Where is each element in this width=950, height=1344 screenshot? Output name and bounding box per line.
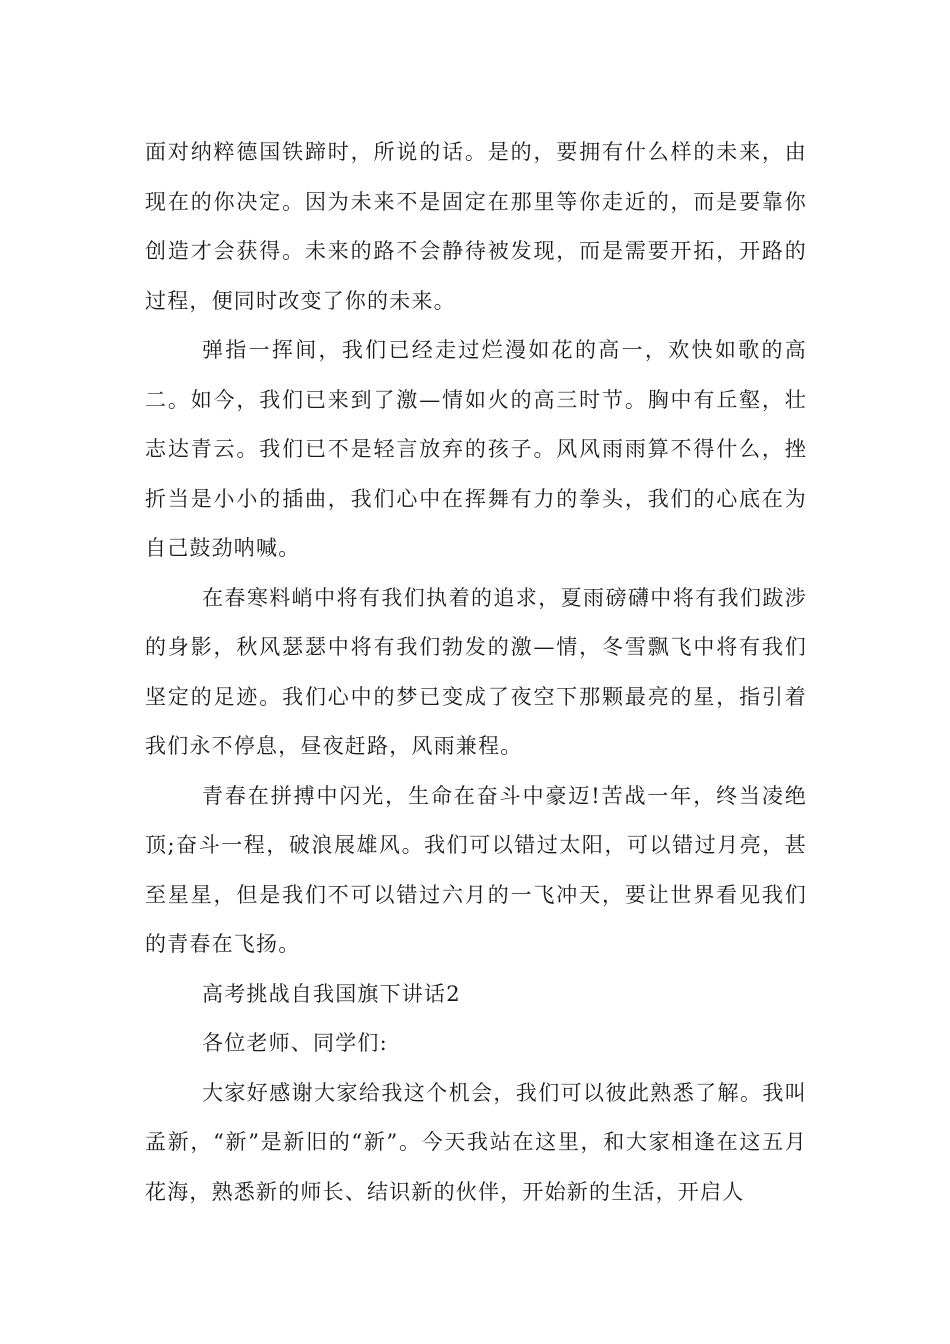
paragraph-3: 在春寒料峭中将有我们执着的追求，夏雨磅礴中将有我们跋涉的身影，秋风瑟瑟中将有我们勃发的激—情，冬雪飘飞中将有我们坚定的足迹。我们心中的梦已变成了夜空下那颗最亮的星，指引着我们永不停息，昼夜赶路，风雨兼程。 — [145, 585, 807, 758]
paragraph-1: 面对纳粹德国铁蹄时，所说的话。是的，要拥有什么样的未来，由现在的你决定。因为未来不是固定在那里等你走近的，而是要靠你创造才会获得。未来的路不会静待被发现，而是需要开拓，开路的过程，便同时改变了你的未来。 — [145, 140, 807, 313]
document-body — [145, 128, 807, 1217]
salutation: 各位老师、同学们: — [202, 1031, 388, 1055]
section-heading: 高考挑战自我国旗下讲话2 — [202, 981, 461, 1006]
paragraph-2: 弹指一挥间，我们已经走过烂漫如花的高一，欢快如歌的高二。如今，我们已来到了激—情如火的高三时节。胸中有丘壑，壮志达青云。我们已不是轻言放弃的孩子。风风雨雨算不得什么，挫折当是小小的插曲，我们心中在挥舞有力的拳头，我们的心底在为自己鼓劲呐喊。 — [145, 338, 807, 560]
paragraph-7: 大家好感谢大家给我这个机会，我们可以彼此熟悉了解。我叫孟新，“新”是新旧的“新”。今天我站在这里，和大家相逢在这五月花海，熟悉新的师长、结识新的伙伴，开始新的生活，开启人 — [145, 1080, 807, 1204]
paragraph-4: 青春在拼搏中闪光，生命在奋斗中豪迈!苦战一年，终当凌绝顶;奋斗一程，破浪展雄风。我们可以错过太阳，可以错过月亮，甚至星星，但是我们不可以错过六月的一飞冲天，要让世界看见我们的青春在飞扬。 — [145, 783, 807, 956]
